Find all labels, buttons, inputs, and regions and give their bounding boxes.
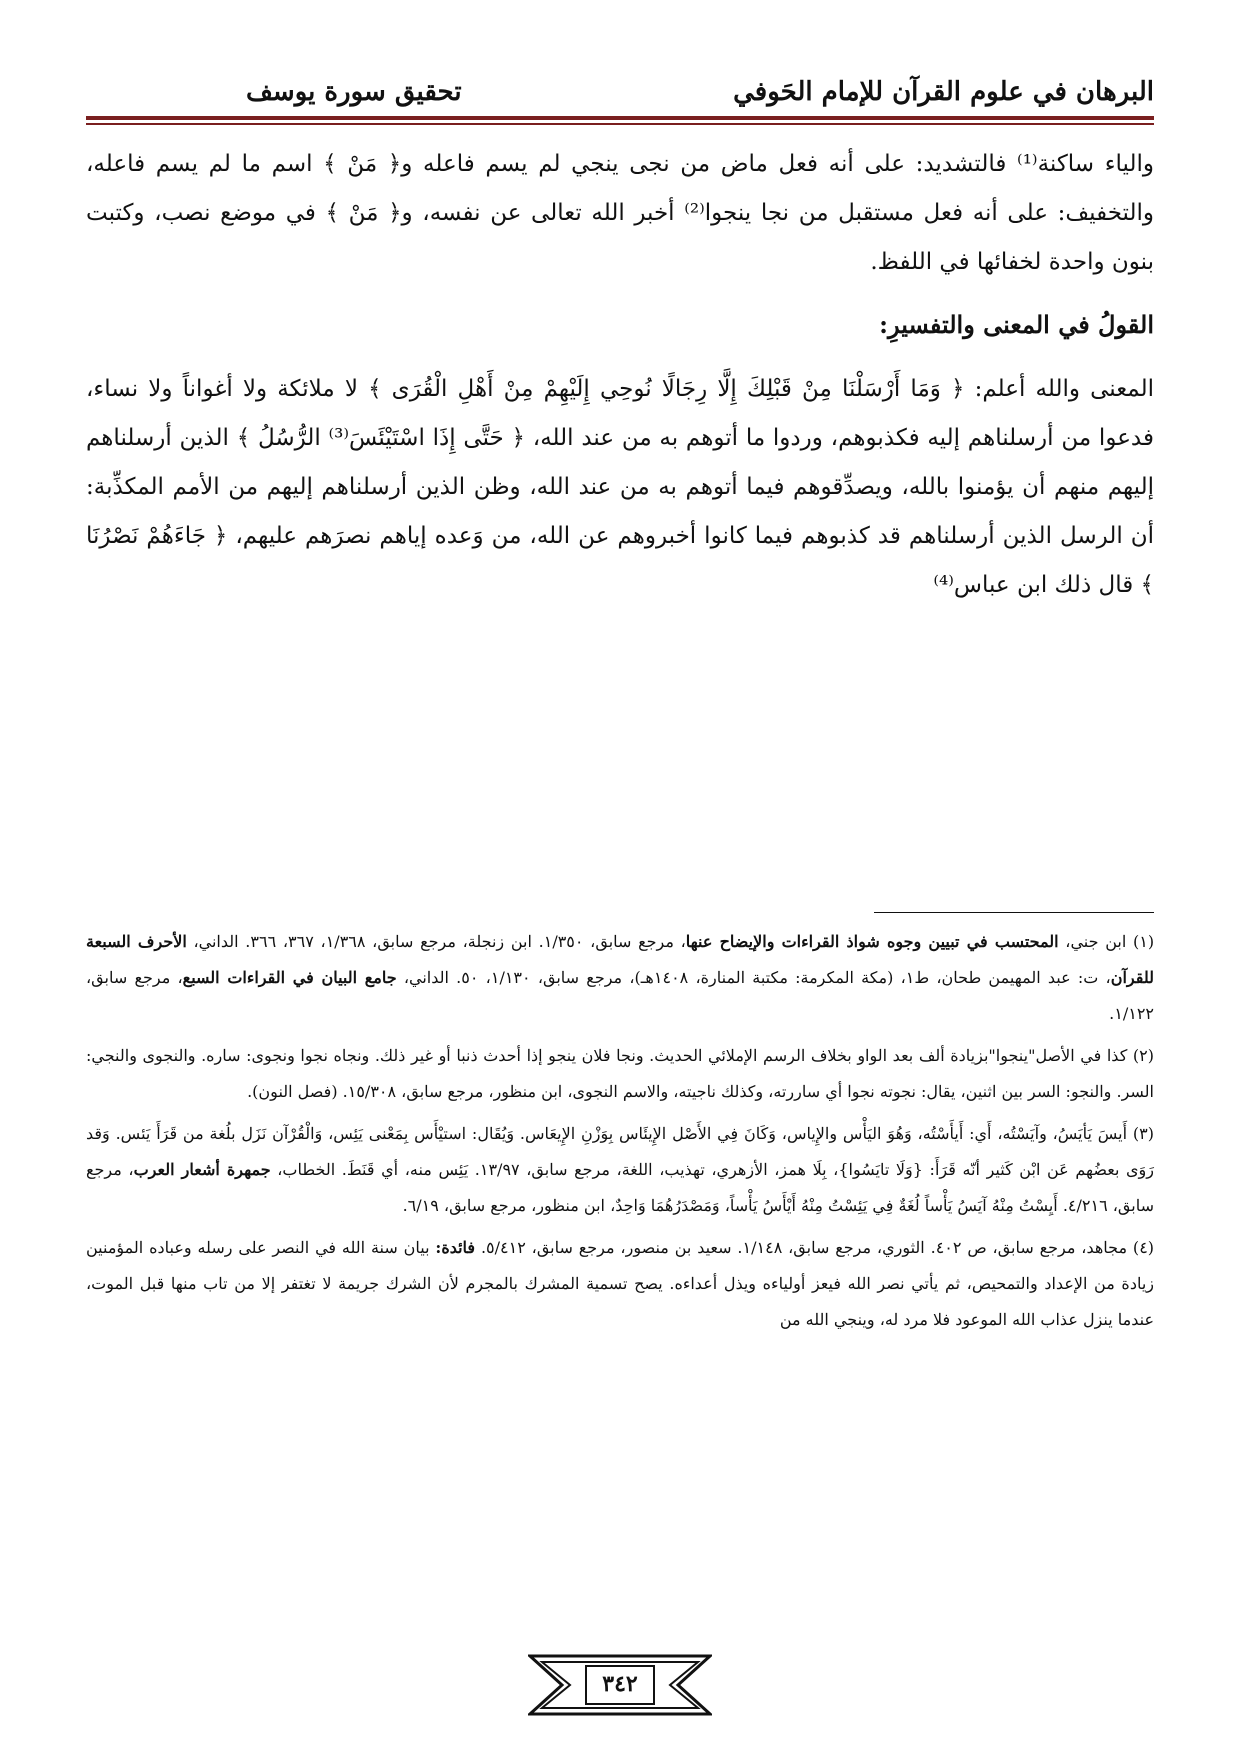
footnote-4: (٤) مجاهد، مرجع سابق، ص ٤٠٢. الثوري، مرجع سابق، ١/١٤٨. سعيد بن منصور، مرجع سابق، ٥/٤١٢. فائدة: بيان سنة الله في النصر على رسله وعباده المؤمنين زيادة من الإعداد والتمحيص، ثم يأتي نصر الله فيعز أولياءه ويذل أعداءه. يصح تسمية المشرك بالمجرم لأن الشرك جريمة لا تغتفر إلا من تاب منها قبل الموت، عندما ينزل عذاب الله الموعود فلا مرد له، وينجي الله من [86, 1238, 1155, 1329]
footnote-separator [874, 912, 1154, 913]
header-rule-thick [86, 116, 1154, 120]
section-heading: القولُ في المعنى والتفسيرِ: [879, 310, 1154, 339]
footnote-3: (٣) أَيسَ يَأيَسُ، وآيَسْتُه، أَي: أَيأَسْتُه، وَهُوَ اليَأْس والإِياس، وَكَانَ فِي الأَصْل الإِيئَاس بِوَزْنِ الإِيعَاس. وَيُقَال: استيْأَس بِمَعْنى يَئِس، وَالْقُرْآن نَزَل بلُغة من قَرَأَ يَئس. وَقد رَوَى بعضُهم عَن ابْن كَثير أنّه قَرَأَ: {وَلَا تايَسُوا}، بِلَا همز، الأزهري، تهذيب، اللغة، مرجع سابق، ١٣/٩٧. يَئِس منه، أي قَنَطَ. الخطاب، جمهرة أشعار العرب، مرجع سابق، ٤/٢١٦. أَيِسْتُ مِنْهُ آيَسُ يَأْساً لُغَةٌ فِي يَئِسْتُ مِنْهُ أَيْأَسُ يَأْساً، وَمَصْدَرُهُمَا وَاحِدٌ، ابن منظور، مرجع سابق، ٦/١٩. [86, 1124, 1155, 1215]
paragraph-2: المعنى والله أعلم: ﴿ وَمَا أَرْسَلْنَا مِنْ قَبْلِكَ إِلَّا رِجَالًا نُوحِي إِلَيْهِمْ مِنْ أَهْلِ الْقُرَى ﴾ لا ملائكة ولا أغواناً ولا نساء، فدعوا من أرسلناهم إليه فكذبوهم، وردوا ما أتوهم به من عند الله، ﴿ حَتَّى إِذَا اسْتَيْئَسَ⁽³⁾ الرُّسُلُ ﴾ الذين أرسلناهم إليهم منهم أن يؤمنوا بالله، ويصدِّقوهم فيما أتوهم به من عند الله، وظن الذين أرسلناهم إليهم من الأمم المكذِّبة: أن الرسل الذين أرسلناهم قد كذبوهم فيما كانوا أخبروهم عن الله، من وَعده إياهم نصرَهم عليهم، ﴿ جَاءَهُمْ نَصْرُنَا ﴾ قال ذلك ابن عباس⁽⁴⁾ [86, 376, 1154, 598]
page-number-ornament [528, 1654, 712, 1716]
chapter-title: تحقيق سورة يوسف [246, 77, 462, 107]
header-rule-thin [86, 123, 1154, 125]
footnotes [86, 924, 1154, 1344]
footnote-1: (١) ابن جني، المحتسب في تبيين وجوه شواذ القراءات والإيضاح عنها، مرجع سابق، ١/٣٥٠. ابن زنجلة، مرجع سابق، ١/٣٦٨، ٣٦٧، ٣٦٦. الداني، الأحرف السبعة للقرآن، ت: عبد المهيمن طحان، ط١، (مكة المكرمة: مكتبة المنارة، ١٤٠٨هـ)، مرجع سابق، ١/١٣٠، ٥٠. الداني، جامع البيان في القراءات السبع، مرجع سابق، ١/١٢٢. [86, 932, 1155, 1023]
footnote-2: (٢) كذا في الأصل"ينجوا"بزيادة ألف بعد الواو بخلاف الرسم الإملائي الحديث. ونجا فلان ينجو إذا أحدث ذنبا أو غير ذلك. ونجاه نجوا ونجوى: ساره. والنجوى والنجي: السر. والنجو: السر بين اثنين، يقال: نجوته نجوا أي ساررته، وكذلك ناجيته، والاسم النجوى، ابن منظور، مرجع سابق، ١٥/٣٠٨. (فصل النون). [86, 1046, 1154, 1101]
book-title: البرهان في علوم القرآن للإمام الحَوفي [733, 77, 1154, 107]
page-number: ٣٤٢ [602, 1671, 638, 1697]
main-text [86, 140, 1154, 610]
running-header [86, 70, 1154, 114]
paragraph-1: والياء ساكنة⁽¹⁾ فالتشديد: على أنه فعل ماض من نجى ينجي لم يسم فاعله و﴿ مَنْ ﴾ اسم ما لم يسم فاعله، والتخفيف: على أنه فعل مستقبل من نجا ينجوا⁽²⁾ أخبر الله تعالى عن نفسه، و﴿ مَنْ ﴾ في موضع نصب، وكتبت بنون واحدة لخفائها في اللفظ. [86, 151, 1154, 275]
